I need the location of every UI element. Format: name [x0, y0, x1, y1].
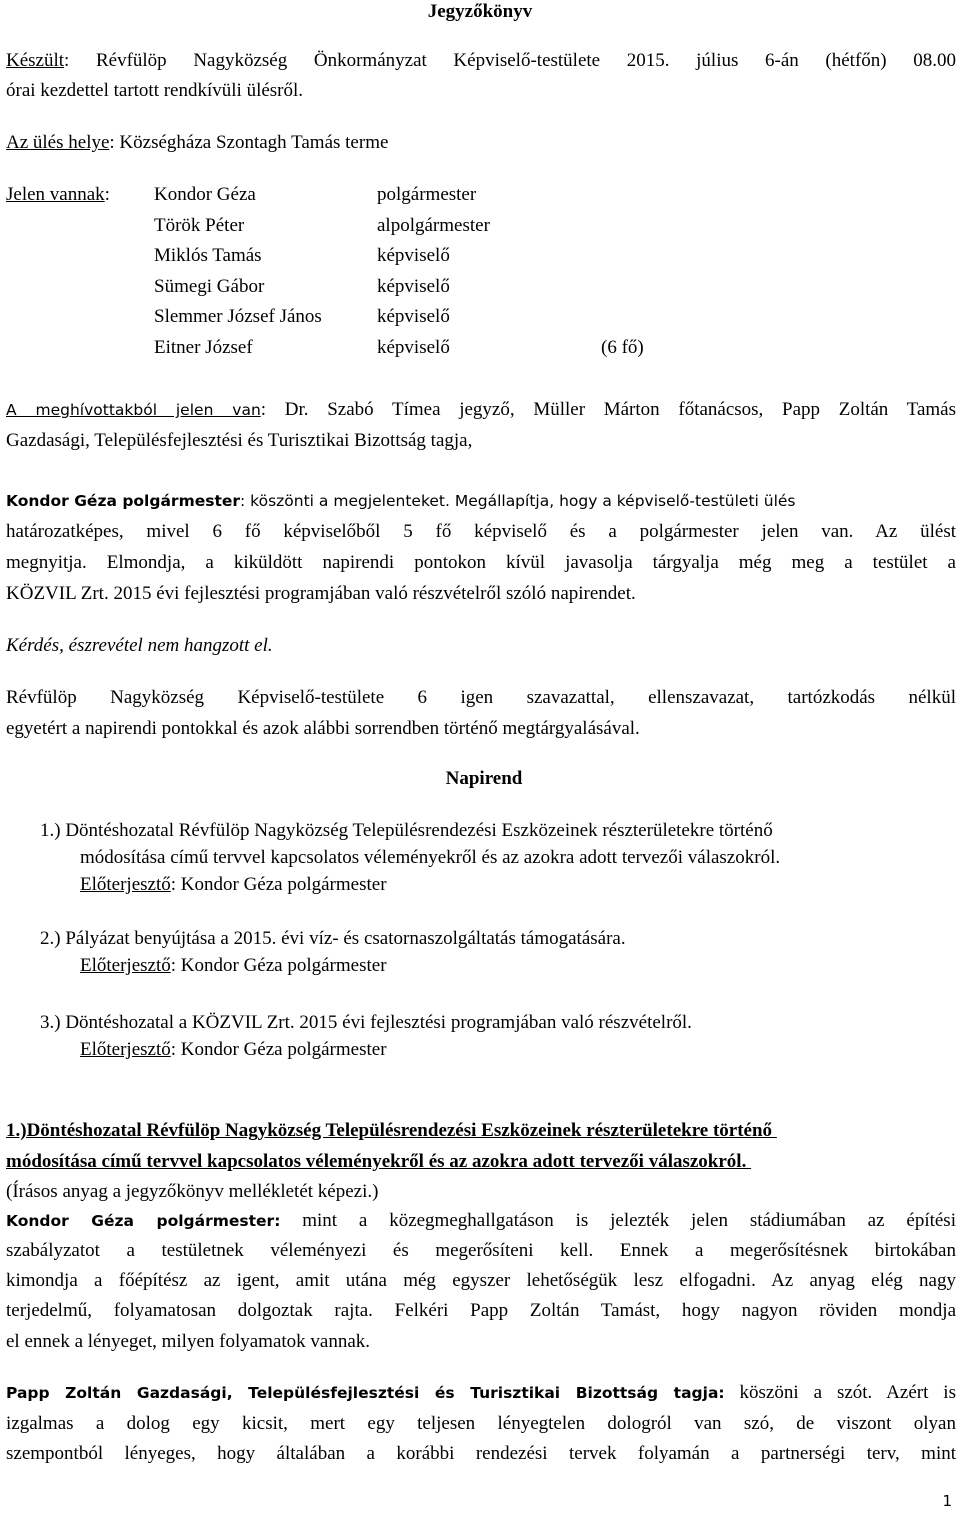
attendance-label: Jelen vannak: — [6, 184, 110, 205]
venue-label: Az ülés helye — [6, 132, 110, 153]
invitees-line-2: Gazdasági, Településfejlesztési és Turisztikai Bizottság tagja, — [6, 430, 473, 451]
member-role: képviselő — [377, 306, 450, 327]
invitees-line-1 — [6, 398, 956, 422]
para2-line-1 — [6, 1381, 956, 1405]
member-name: Sümegi Gábor — [154, 276, 265, 297]
agenda-heading: Napirend — [445, 768, 523, 789]
made-line-2: órai kezdettel tartott rendkívüli ülésről. — [6, 80, 304, 101]
para1-line-3: kimondja a főépítész az igent, amit utána még egyszer lehetőségük lesz elfogadni. Az anyag elég nagy — [6, 1270, 956, 1291]
opening-text-1: : köszönti a megjelenteket. Megállapítja, hogy a képviselő-testületi ülés — [240, 492, 796, 510]
para1-line-1 — [6, 1209, 956, 1233]
agenda-item-3-line-1: 3.) Döntéshozatal a KÖZVIL Zrt. 2015 évi fejlesztési programjában való részvételről. — [40, 1012, 692, 1033]
document-title: Jegyzőkönyv — [427, 1, 533, 22]
agenda-item-2-presenter: Előterjesztő: Kondor Géza polgármester — [80, 955, 387, 976]
opening-speaker: Kondor Géza polgármester — [6, 492, 241, 510]
venue-text: : Községháza Szontagh Tamás terme — [109, 132, 389, 153]
section-1-note: (Írásos anyag a jegyzőkönyv mellékletét képezi.) — [6, 1181, 379, 1202]
made-line-1 — [6, 49, 956, 73]
para2-line-2: izgalmas a dolog egy kicsit, mert egy teljesen lényegtelen dologról van szó, de viszont olyan — [6, 1413, 956, 1434]
invitees-label: A meghívottakból jelen van — [6, 401, 261, 419]
member-role: képviselő — [377, 276, 450, 297]
made-label: Készült — [6, 50, 65, 71]
agenda-item-1-line-2: módosítása című tervvel kapcsolatos véleményekről és az azokra adott tervezői válaszokról. — [80, 847, 781, 868]
agenda-item-2-line-1: 2.) Pályázat benyújtása a 2015. évi víz- és csatornaszolgáltatás támogatására. — [40, 928, 626, 949]
para2-text-1: köszöni a szót. Azért is — [724, 1382, 956, 1403]
agenda-item-1-presenter: Előterjesztő: Kondor Géza polgármester — [80, 874, 387, 895]
para1-text-1: mint a közegmeghallgatáson is jelezték jelen stádiumában az építési — [280, 1210, 956, 1231]
para2-speaker: Papp Zoltán Gazdasági, Településfejlesztési és Turisztikai Bizottság tagja: — [6, 1384, 725, 1402]
no-questions-note: Kérdés, észrevétel nem hangzott el. — [6, 635, 273, 656]
para1-line-4: terjedelmű, folyamatosan dolgoztak rajta. Felkéri Papp Zoltán Tamást, hogy nagyon röviden mondja — [6, 1300, 956, 1321]
vote-line-1: Révfülöp Nagyközség Képviselő-testülete 6 igen szavazattal, ellenszavazat, tartózkodás nélkül — [6, 687, 956, 708]
para1-speaker: Kondor Géza polgármester: — [6, 1212, 281, 1230]
para1-line-5: el ennek a lényeget, milyen folyamatok vannak. — [6, 1331, 371, 1352]
member-name: Miklós Tamás — [154, 245, 262, 266]
attendance-total: (6 fő) — [601, 337, 644, 358]
vote-line-2: egyetért a napirendi pontokkal és azok alábbi sorrendben történő megtárgyalásával. — [6, 718, 640, 739]
member-role: alpolgármester — [377, 215, 490, 236]
member-name: Török Péter — [154, 215, 245, 236]
member-role: képviselő — [377, 245, 450, 266]
made-text-1: : Révfülöp Nagyközség Önkormányzat Képviselő-testülete 2015. július 6-án (hétfőn) 08.00 — [64, 50, 956, 71]
page-number: 1 — [942, 1492, 952, 1510]
member-name: Kondor Géza — [154, 184, 256, 205]
para1-line-2: szabályzatot a testületnek véleményezi és megerősíteni kell. Ennek a megerősítésnek birtokában — [6, 1240, 956, 1261]
invitees-text-1: : Dr. Szabó Tímea jegyző, Müller Márton főtanácsos, Papp Zoltán Tamás — [260, 399, 956, 420]
opening-line-2: határozatképes, mivel 6 fő képviselőből 5 fő képviselő és a polgármester jelen van. Az ülést — [6, 521, 956, 542]
opening-line-3: megnyitja. Elmondja, a kiküldött napirendi pontokon kívül javasolja tárgyalja még meg a testület a — [6, 552, 956, 573]
venue-line — [6, 131, 388, 155]
member-role: polgármester — [377, 184, 477, 205]
member-role: képviselő — [377, 337, 450, 358]
opening-line-1 — [6, 489, 956, 513]
agenda-item-3-presenter: Előterjesztő: Kondor Géza polgármester — [80, 1039, 387, 1060]
opening-line-4: KÖZVIL Zrt. 2015 évi fejlesztési programjában való részvételről szóló napirendet. — [6, 583, 636, 604]
section-1-heading-line-2: módosítása című tervvel kapcsolatos véleményekről és az azokra adott tervezői válaszokról. — [6, 1151, 752, 1172]
agenda-item-1-line-1: 1.) Döntéshozatal Révfülöp Nagyközség Településrendezési Eszközeinek részterületekre történő — [40, 820, 773, 841]
section-1-heading-line-1: 1.)Döntéshozatal Révfülöp Nagyközség Településrendezési Eszközeinek részterületekre történő — [6, 1120, 777, 1141]
member-name: Eitner József — [154, 337, 253, 358]
member-name: Slemmer József János — [154, 306, 322, 327]
para2-line-3: szempontból lényeges, hogy általában a korábbi rendezési tervek folyamán a partnerségi terv, mint — [6, 1443, 956, 1464]
